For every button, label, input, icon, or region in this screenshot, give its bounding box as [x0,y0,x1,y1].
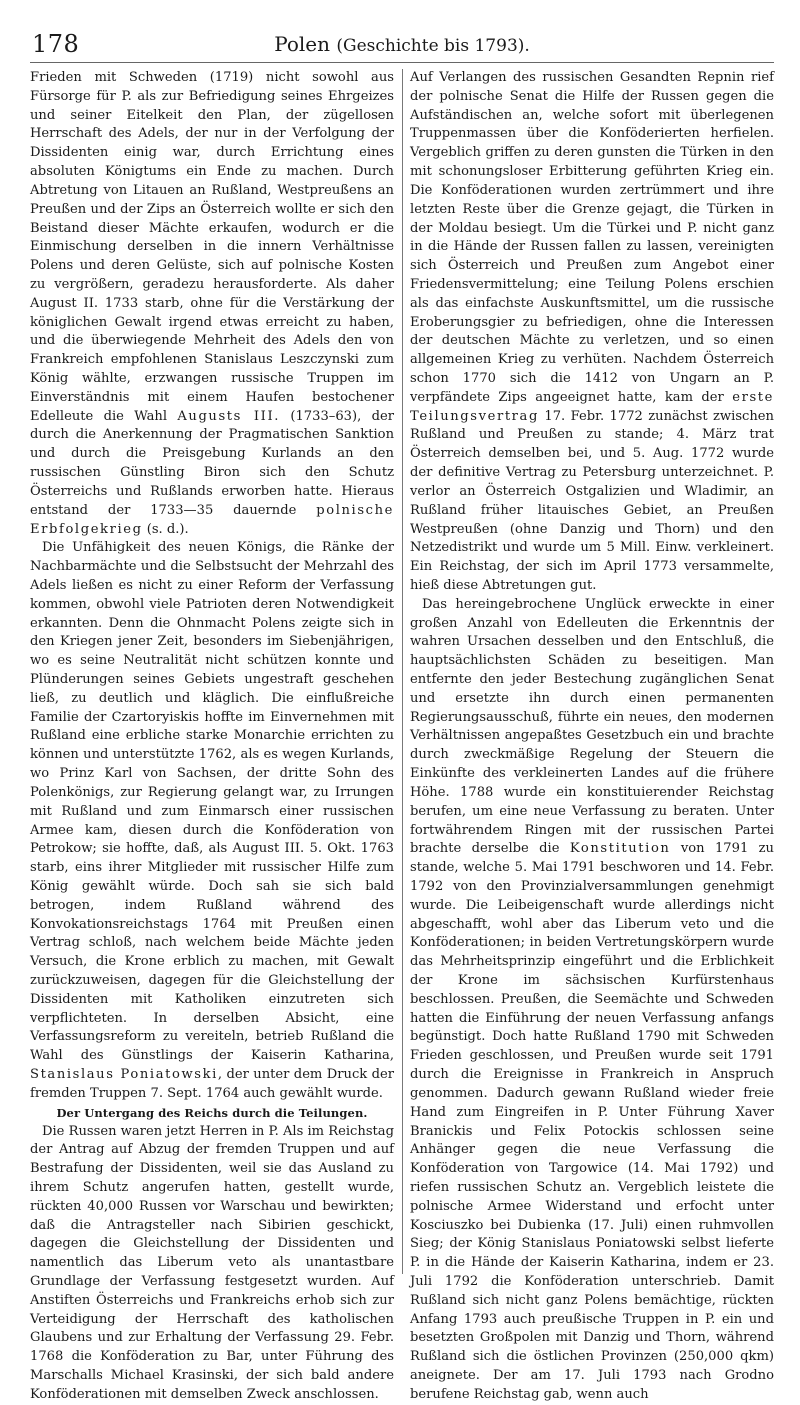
emphasized-name: Augusts III. [177,408,280,424]
running-head-title: Polen [274,32,331,56]
emphasized-term: erste Teilungsvertrag [410,389,774,424]
section-heading: Der Untergang des Reichs durch die Teilungen. [56,1105,368,1120]
paragraph [30,69,394,539]
right-column [410,69,774,1402]
paragraph [30,1123,394,1405]
running-head-subtitle: (Geschichte bis 1793). [336,36,530,56]
text-run: (s. d.). [146,521,189,537]
text-run: (1733–63), der durch die Anerkennung der Pragmatischen Sanktion und durch die Preisgebung Kurlands an den russischen Günstling Biron sich den Schutz Österreichs und Rußlands erworben hatte. Hieraus entstand der 1733—35 dauernde [30,408,394,518]
page-number: 178 [32,30,80,58]
text-run: , der unter dem Druck der fremden Truppen 7. Sept. 1764 auch gewählt wurde. [30,1067,394,1101]
text-run: Die Russen waren jetzt Herren in P. Als im Reichstag der Antrag auf Abzug der fremden Truppen und auf Bestrafung der Dissidenten, weil sie das Ausland zu ihrem Schutz angerufen hatten, gestellt wurde, rückten 40,000 Russen vor Warschau und bewirkten; daß die Antragsteller nach Sibirien geschickt, dagegen die Gleichstellung der Dissidenten und namentlich das Liberum veto als unantastbare Grundlage der Verfassung festgesetzt wurden. Auf Anstiften Österreichs und Frankreichs erhob sich zur Verteidigung der Herrschaft des katholischen Glaubens und zur Erhaltung der Verfassung 29. Febr. 1768 die Konföderation zu Bar, unter Führung des Marschalls Michael Krasinski, der sich bald andere Konföderationen mit demselben Zweck anschlossen. [30,1123,394,1402]
emphasized-term: polnische Erbfolgekrieg [30,502,394,537]
text-run: Auf Verlangen des russischen Gesandten Repnin rief der polnische Senat die Hilfe der Russen gegen die Aufständischen an, welche sofort mit überlegenen Truppenmassen über die Konföderierten herfielen. Vergeblich griffen zu deren gunsten die Türken in den mit schonungsloser Erbitterung geführten Krieg ein. Die Konföderationen wurden zertrümmert und ihre letzten Reste über die Grenze gejagt, die Türken in der Moldau besiegt. Um die Türkei und P. nicht ganz in die Hände der Russen fallen zu lassen, vereinigten sich Österreich und Preußen zum Angebot einer Friedensvermittelung; eine Teilung Polens erschien als das einfachste Auskunftsmittel, um die russische Eroberungsgier zu befriedigen, ohne die Interessen der deutschen Mächte zu verletzen, und so einen allgemeinen Krieg zu verhüten. Nachdem Österreich schon 1770 sich die 1412 von Ungarn an P. verpfändete Zips angeeignet hatte, kam der [410,70,774,405]
text-run: Die Unfähigkeit des neuen Königs, die Ränke der Nachbarmächte und die Selbstsucht der Mehrzahl des Adels ließen es nicht zu einer Reform der Verfassung kommen, obwohl viele Patrioten deren Notwendigkeit erkannten. Denn die Ohnmacht Polens zeigte sich in den Kriegen jener Zeit, besonders im Siebenjährigen, wo es seine Neutralität nicht schützen konnte und Plünderungen seines Gebiets ungestraft geschehen ließ, zu deutlich und kläglich. Die einflußreiche Familie der Czartoryiskis hoffte im Einvernehmen mit Rußland eine erbliche starke Monarchie errichten zu können und unterstützte 1762, als es wegen Kurlands, wo Prinz Karl von Sachsen, der dritte Sohn des Polenkönigs, zur Regierung gelangt war, zu Irrungen mit Rußland und zum Einmarsch einer russischen Armee kam, diesen durch die Konföderation von Petrokow; sie hoffte, daß, als August III. 5. Okt. 1763 starb, eins ihrer Mitglieder mit russischer Hilfe zum König gewählt würde. Doch sah sie sich bald betrogen, indem Rußland während des Konvokationsreichstags 1764 mit Preußen einen Vertrag schloß, nach welchem beide Mächte jeden Versuch, die Krone erblich zu machen, mit Gewalt zurückzuweisen, dagegen für die Gleichstellung der Dissidenten mit Katholiken einzutreten sich verpflichteten. In derselben Absicht, eine Verfassungsreform zu vereiteln, betrieb Rußland die Wahl des Günstlings der Kaiserin Katharina, [30,540,394,1064]
paragraph [30,539,394,1103]
text-run: 17. Febr. 1772 zunächst zwischen Rußland und Preußen zu stande; 4. März trat Österreich demselben bei, und 5. Aug. 1772 wurde der definitive Vertrag zu Petersburg unterzeichnet. P. verlor an Österreich Ostgalizien und Wladimir, an Rußland früher litauisches Gebiet, an Preußen Westpreußen (ohne Danzig und Thorn) und den Netzedistrikt und wurde um 5 Mill. Einw. verkleinert. Ein Reichstag, der sich im April 1773 versammelte, hieß diese Abtretungen gut. [410,408,774,593]
emphasized-name: Stanislaus Poniatowski [30,1067,218,1083]
emphasized-term: Konstitution [569,841,671,857]
page-header [30,28,774,63]
text-columns [30,69,774,1402]
text-run: Frieden mit Schweden (1719) nicht sowohl aus Fürsorge für P. als zur Befriedigung seines Ehrgeizes und seiner Eitelkeit den Plan, der zügellosen Herrschaft des Adels, der nur in der Verfolgung der Dissidenten einig war, durch Errichtung eines absoluten Königtums ein Ende zu machen. Durch Abtretung von Litauen an Rußland, Westpreußens an Preußen und der Zips an Österreich wollte er sich den Beistand dieser Mächte erkaufen, wodurch er die Einmischung derselben in die innern Verhältnisse Polens und deren Gelüste, sich auf polnische Kosten zu vergrößern, geradezu herausforderte. Als daher August II. 1733 starb, ohne für die Verstärkung der königlichen Gewalt irgend etwas erreicht zu haben, und die überwiegende Mehrheit des Adels den von Frankreich empfohlenen Stanislaus Leszczynski zum König wählte, erzwangen russische Truppen im Einverständnis mit einem Haufen bestochener Edelleute die Wahl [30,70,394,424]
left-column [30,69,394,1402]
paragraph [410,69,774,596]
column-divider [402,69,403,1274]
text-run: Das hereingebrochene Unglück erweckte in einer großen Anzahl von Edelleuten die Erkenntnis der wahren Ursachen desselben und den Entschluß, die hauptsächlichsten Schäden zu beseitigen. Man entfernte den jeder Bestechung zugänglichen Senat und ersetzte ihn durch einen permanenten Regierungsausschuß, führte ein neues, den modernen Verhältnissen angepaßtes Gesetzbuch ein und brachte durch zweckmäßige Regelung der Steuern die Einkünfte des verkleinerten Landes auf die frühere Höhe. 1788 wurde ein konstituierender Reichstag berufen, um eine neue Verfassung zu beraten. Unter fortwährendem Ringen mit der russischen Partei brachte derselbe die [410,596,774,857]
paragraph [410,596,774,1405]
running-head [30,32,774,56]
text-run: von 1791 zu stande, welche 5. Mai 1791 beschworen und 14. Febr. 1792 von den Provinzialversammlungen genehmigt wurde. Die Leibeigenschaft wurde allerdings nicht abgeschafft, wohl aber das Liberum veto und die Konföderationen; in beiden Vertretungskörpern wurde das Mehrheitsprinzip eingeführt und die Erblichkeit der Krone im sächsischen Kurfürstenhaus beschlossen. Preußen, die Seemächte und Schweden hatten die Einführung der neuen Verfassung anfangs begünstigt. Doch hatte Rußland 1790 mit Schweden Frieden geschlossen, und Preußen wurde seit 1791 durch die Ereignisse in Frankreich in Anspruch genommen. Dadurch gewann Rußland wieder freie Hand zum Eingreifen in P. Unter Führung Xaver Branickis und Felix Potockis schlossen seine Anhänger gegen die neue Verfassung die Konföderation von Targowice (14. Mai 1792) und riefen russischen Schutz an. Vergeblich leistete die polnische Armee Widerstand und erfocht unter Kosciuszko bei Dubienka (17. Juli) einen ruhmvollen Sieg; der König Stanislaus Poniatowski selbst lieferte P. in die Hände der Kaiserin Katharina, indem er 23. Juli 1792 die Konföderation unterschrieb. Damit Rußland sich nicht ganz Polens bemächtige, rückten Anfang 1793 auch preußische Truppen in P. ein und besetzten Großpolen mit Danzig und Thorn, während Rußland sich die östlichen Provinzen (250,000 qkm) aneignete. Der am 17. Juli 1793 nach Grodno berufene Reichstag gab, wenn auch [410,841,774,1402]
